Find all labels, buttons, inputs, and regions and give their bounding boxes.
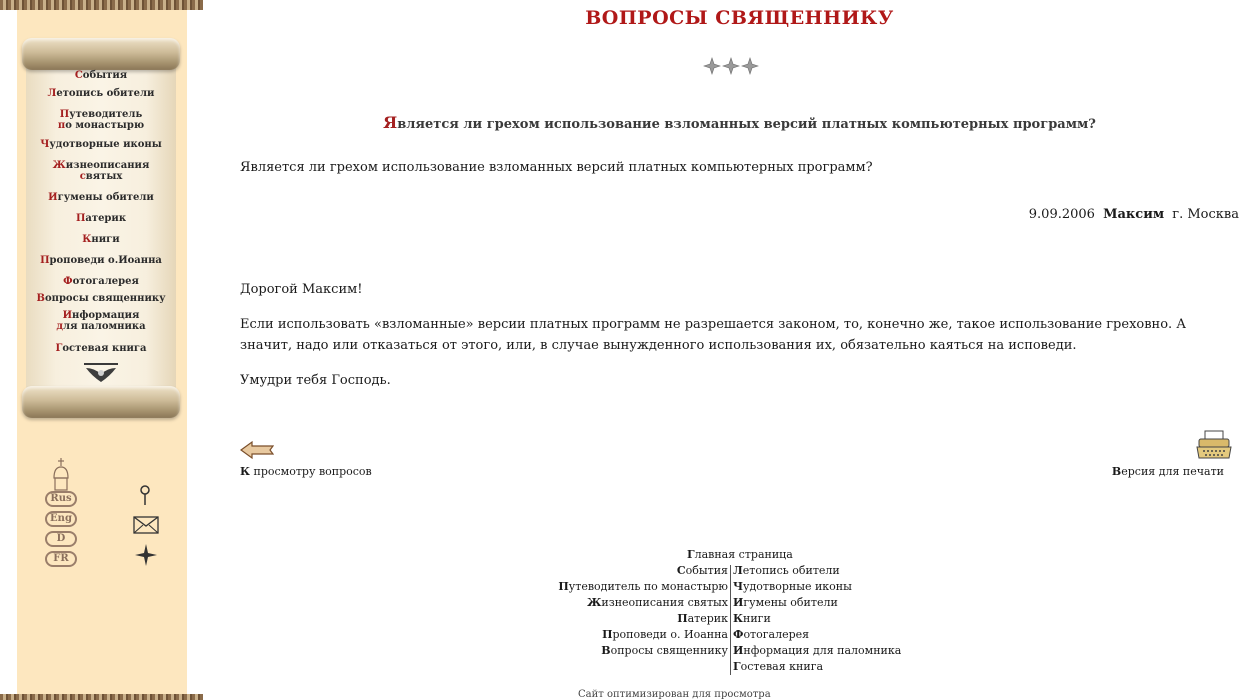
footer-link-sermons[interactable]: Проповеди о. Иоанна <box>602 628 728 641</box>
question-text: Является ли грехом использование взломанных версий платных компьютерных программ? <box>240 160 873 175</box>
question-date: 9.09.2006 <box>1028 207 1095 222</box>
sidebar-menu <box>26 68 176 354</box>
answer-closing: Умудри тебя Господь. <box>240 373 391 388</box>
footer-link-gallery[interactable]: Фотогалерея <box>733 628 810 641</box>
footer-link-events[interactable]: События <box>676 564 728 577</box>
footer-link-pilgrim-info[interactable]: Информация для паломника <box>733 644 902 657</box>
mail-icon[interactable] <box>133 516 159 534</box>
back-link[interactable]: К просмотру вопросов <box>240 465 372 478</box>
sidebar-item-sermons[interactable]: Проповеди о.Иоанна <box>40 255 162 266</box>
bottom-note: Сайт оптимизирован для просмотра <box>578 689 771 700</box>
scroll-bottom-roll <box>22 386 180 418</box>
sidebar-item-pilgrim-info[interactable]: Информация <box>62 310 140 321</box>
print-link[interactable]: Версия для печати <box>1111 465 1224 478</box>
sidebar-bottom-border <box>0 694 203 700</box>
language-panel <box>0 455 203 575</box>
back-to-questions[interactable] <box>240 440 372 478</box>
sidebar-item-icons[interactable]: Чудотворные иконы <box>40 139 162 150</box>
footer-link-chronicle[interactable]: Летопись обители <box>733 564 840 577</box>
footer-link-home[interactable]: Главная страница <box>687 548 793 561</box>
footer-link-guide[interactable]: Путеводитель по монастырю <box>558 580 728 593</box>
lang-fr-button[interactable]: FR <box>45 551 77 567</box>
sidebar-top-border <box>0 0 203 10</box>
sitemap-star-icon[interactable] <box>135 544 157 566</box>
sidebar-item-guide-line2[interactable]: по монастырю <box>57 120 145 131</box>
church-icon <box>50 458 72 492</box>
sidebar-item-abbots[interactable]: Игумены обители <box>48 192 154 203</box>
sidebar-item-gallery[interactable]: Фотогалерея <box>63 276 139 287</box>
footer-column-right <box>733 563 901 675</box>
sidebar-item-events[interactable]: События <box>74 70 128 81</box>
footer-link-lives[interactable]: Жизнеописания святых <box>586 596 728 609</box>
sidebar-item-paterik[interactable]: Патерик <box>75 213 127 224</box>
print-version[interactable] <box>1104 430 1224 490</box>
search-icon[interactable] <box>138 485 152 507</box>
lang-eng-button[interactable]: Eng <box>45 511 77 527</box>
lang-de-button[interactable]: D <box>45 531 77 547</box>
question-city: г. Москва <box>1172 207 1239 222</box>
answer-block <box>240 279 1229 405</box>
footer-column-left <box>558 563 728 659</box>
footer-link-abbots[interactable]: Игумены обители <box>733 596 838 609</box>
question-meta <box>1029 207 1239 222</box>
page-title: ВОПРОСЫ СВЯЩЕННИКУ <box>585 7 894 29</box>
sidebar-item-chronicle[interactable]: Летопись обители <box>47 88 155 99</box>
question-heading: Является ли грехом использование взломанных версий платных компьютерных программ? <box>383 113 1096 132</box>
answer-greeting: Дорогой Максим! <box>240 282 363 297</box>
sidebar-item-lives[interactable]: Жизнеописания <box>52 160 150 171</box>
scroll-top-roll <box>22 38 180 70</box>
footer-link-books[interactable]: Книги <box>733 612 771 625</box>
sidebar <box>0 0 203 700</box>
divider-ornament-icon <box>703 56 759 76</box>
back-arrow-icon[interactable] <box>240 440 274 460</box>
answer-text: Если использовать «взломанные» версии платных программ не разрешается законом, то, конечно же, такое использование греховно. А значит, надо или отказаться от этого, или, в случае вынужденного использования их, обязательно каяться на исповеди. <box>240 317 1187 353</box>
footer-divider <box>730 565 731 675</box>
footer-link-questions[interactable]: Вопросы священнику <box>601 644 728 657</box>
scroll-ornament-icon <box>84 362 118 384</box>
footer-link-guestbook[interactable]: Гостевая книга <box>733 660 824 673</box>
sidebar-item-pilgrim-info-line2[interactable]: для паломника <box>56 321 146 332</box>
sidebar-item-guestbook[interactable]: Гостевая книга <box>55 343 147 354</box>
footer-link-paterik[interactable]: Патерик <box>677 612 728 625</box>
sidebar-item-guide[interactable]: Путеводитель <box>59 109 143 120</box>
footer-link-icons[interactable]: Чудотворные иконы <box>733 580 852 593</box>
lang-rus-button[interactable]: Rus <box>45 491 77 507</box>
sidebar-item-lives-line2[interactable]: святых <box>79 171 123 182</box>
sidebar-item-questions[interactable]: Вопросы священнику <box>36 293 166 304</box>
question-author: Максим <box>1103 207 1165 222</box>
sidebar-item-books[interactable]: Книги <box>82 234 120 245</box>
typewriter-icon[interactable] <box>1196 430 1232 460</box>
